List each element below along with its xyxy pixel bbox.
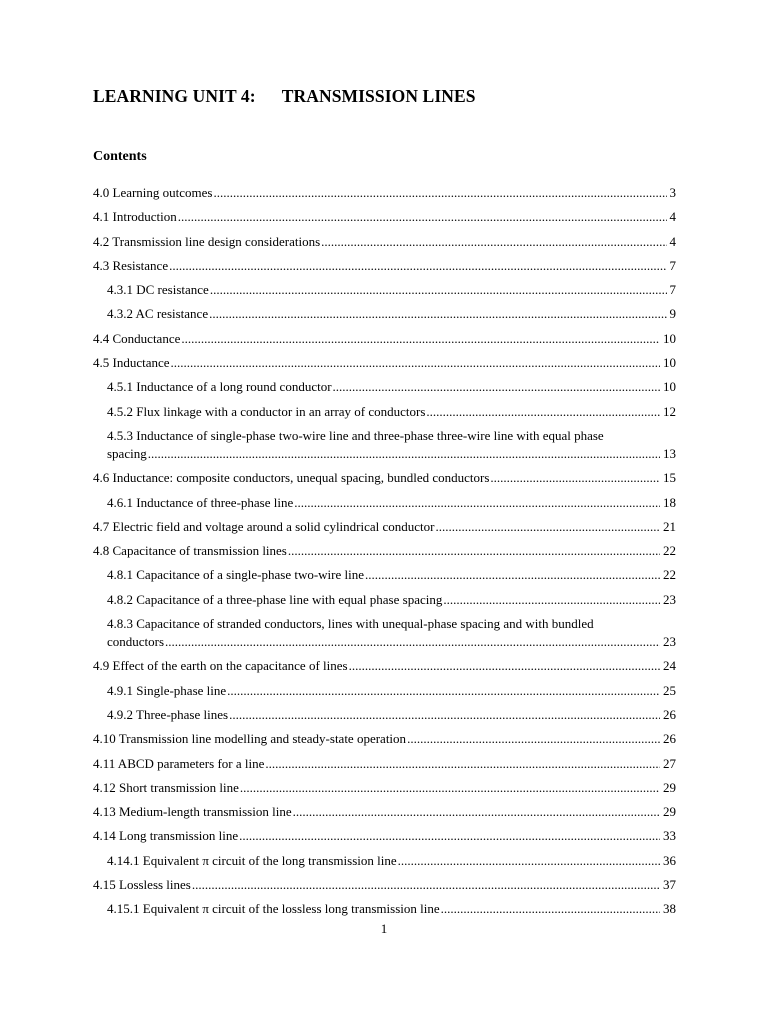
toc-entry-row [93,518,676,536]
toc-entry-title: 4.3.1 DC resistance [107,282,209,298]
toc-entry-title: 4.10 Transmission line modelling and steady-state operation [93,731,407,747]
toc-entry-page: 7 [669,282,676,298]
toc-entry-row [107,566,676,584]
toc-entry-row [107,281,676,299]
toc-entry[interactable] [93,779,676,797]
toc-entry-title: 4.12 Short transmission line [93,779,239,795]
dot-leader [426,403,660,421]
toc-entry-page: 26 [663,706,676,722]
toc-entry-title: 4.0 Learning outcomes [93,185,213,200]
dot-leader [209,305,666,323]
toc-entry-page: 29 [663,804,676,820]
toc-entry[interactable] [93,281,676,299]
contents-heading: Contents [93,149,147,164]
toc-entry-title: 4.5.1 Inductance of a long round conductor [107,379,332,395]
toc-entry-page: 15 [663,470,676,486]
toc-entry-page: 38 [663,901,676,917]
toc-entry-page: 22 [663,543,676,559]
dot-leader [239,827,660,845]
unit-label: LEARNING UNIT 4: [93,86,256,106]
toc-entry-page: 4 [669,209,676,225]
toc-entry-title: 4.3 Resistance [93,257,169,273]
dot-leader [214,184,667,202]
dot-leader [436,518,661,536]
toc-entry[interactable] [93,233,676,251]
toc-entry-row [93,779,676,797]
toc-entry[interactable] [93,208,676,226]
dot-leader [169,257,666,275]
toc-entry[interactable] [93,657,676,675]
toc-entry-title: 4.11 ABCD parameters for a line [93,755,265,771]
toc-entry[interactable] [93,706,676,724]
dot-leader [181,330,660,348]
toc-entry-row [93,827,676,845]
toc-entry-row [93,184,676,202]
dot-leader [443,591,660,609]
toc-entry-page: 33 [663,828,676,844]
toc-entry-title: 4.7 Electric field and voltage around a solid cylindrical conductor [93,518,435,534]
table-of-contents [93,184,676,925]
dot-leader [192,876,660,894]
toc-entry-title: 4.9.2 Three-phase lines [107,706,229,722]
toc-entry-row [93,208,676,226]
toc-entry-row [93,354,676,372]
toc-entry-title: 4.2 Transmission line design considerations [93,233,321,249]
dot-leader [240,779,660,797]
toc-entry[interactable] [93,876,676,894]
dot-leader [229,706,660,724]
dot-leader [148,445,660,463]
toc-entry[interactable] [93,354,676,372]
dot-leader [407,730,660,748]
toc-entry-row [93,803,676,821]
dot-leader [227,682,660,700]
toc-entry-page: 22 [663,567,676,583]
toc-entry-page: 4 [669,233,676,249]
toc-entry[interactable] [93,730,676,748]
dot-leader [349,657,660,675]
toc-entry-page: 36 [663,852,676,868]
toc-entry-page: 23 [663,591,676,607]
unit-name: TRANSMISSION LINES [281,86,476,106]
toc-entry-title: 4.3.2 AC resistance [107,306,209,322]
toc-entry-page: 26 [663,731,676,747]
toc-entry-title: 4.6.1 Inductance of three-phase line [107,494,294,510]
toc-entry[interactable] [93,591,676,609]
toc-entry-title: 4.15.1 Equivalent π circuit of the lossless long transmission line [107,901,440,917]
toc-entry-page: 29 [663,779,676,795]
toc-entry[interactable] [93,615,676,651]
toc-entry-row [107,445,676,463]
unit-title [93,86,476,107]
toc-entry-row [107,900,676,918]
toc-entry-title: 4.9.1 Single-phase line [107,682,227,698]
toc-entry-title: 4.8.2 Capacitance of a three-phase line with equal phase spacing [107,591,443,607]
toc-entry[interactable] [93,852,676,870]
toc-entry[interactable] [93,378,676,396]
toc-entry-page: 7 [669,257,676,273]
toc-entry-page: 21 [663,518,676,534]
toc-entry-row [93,755,676,773]
toc-entry[interactable] [93,900,676,918]
toc-entry-row [107,591,676,609]
toc-entry-row [93,657,676,675]
toc-entry-row [107,403,676,421]
dot-leader [288,542,660,560]
toc-entry-title: 4.15 Lossless lines [93,877,191,893]
toc-entry-page: 10 [663,330,676,346]
toc-entry[interactable] [93,682,676,700]
page-number: 1 [380,921,388,936]
dot-leader [171,354,660,372]
toc-entry-row [93,730,676,748]
toc-entry-title: 4.13 Medium-length transmission line [93,804,292,820]
dot-leader [178,208,667,226]
dot-leader [321,233,666,251]
toc-entry-row [107,682,676,700]
toc-entry-page: 27 [663,755,676,771]
toc-entry-row [107,852,676,870]
toc-entry-title: 4.5.2 Flux linkage with a conductor in an array of conductors [107,403,426,419]
toc-entry-page: 12 [663,403,676,419]
toc-entry-row [107,706,676,724]
dot-leader [490,469,660,487]
toc-entry-row [107,494,676,512]
dot-leader [210,281,667,299]
toc-entry-page: 10 [663,355,676,371]
toc-entry-title-continued: conductors [107,634,165,650]
toc-entry[interactable] [93,542,676,560]
dot-leader [265,755,660,773]
toc-entry-row [93,542,676,560]
toc-entry-row [93,469,676,487]
toc-entry[interactable] [93,330,676,348]
toc-entry-title: 4.8.1 Capacitance of a single-phase two-wire line [107,567,365,583]
toc-entry[interactable] [93,803,676,821]
toc-entry[interactable] [93,494,676,512]
toc-entry-row [107,633,676,651]
toc-entry[interactable] [93,403,676,421]
dot-leader [165,633,660,651]
toc-entry-title: 4.14 Long transmission line [93,828,239,844]
toc-entry-title: 4.1 Introduction [93,209,177,225]
toc-entry-title: 4.14.1 Equivalent π circuit of the long transmission line [107,852,397,868]
toc-entry-row [93,257,676,275]
toc-entry-page: 10 [663,379,676,395]
toc-entry[interactable] [93,755,676,773]
toc-entry-title: 4.6 Inductance: composite conductors, unequal spacing, bundled conductors [93,470,490,486]
toc-entry[interactable] [93,518,676,536]
toc-entry-title: 4.5 Inductance [93,355,170,371]
toc-entry[interactable] [93,469,676,487]
toc-entry-row [93,330,676,348]
toc-entry-page: 13 [663,445,676,461]
dot-leader [398,852,660,870]
toc-entry-row [93,876,676,894]
toc-entry-title: 4.5.3 Inductance of single-phase two-wire line and three-phase three-wire line with equal phase [107,427,604,443]
toc-entry-title: 4.9 Effect of the earth on the capacitance of lines [93,658,348,674]
toc-entry-page: 37 [663,877,676,893]
dot-leader [441,900,660,918]
toc-entry-page: 9 [669,306,676,322]
dot-leader [294,494,660,512]
toc-entry-row [93,233,676,251]
toc-entry-row [107,378,676,396]
toc-entry[interactable] [93,827,676,845]
toc-entry[interactable] [93,566,676,584]
dot-leader [333,378,660,396]
toc-entry[interactable] [93,257,676,275]
toc-entry-page: 18 [663,494,676,510]
toc-entry[interactable] [93,184,676,202]
toc-entry-page: 23 [663,634,676,650]
toc-entry-page: 25 [663,682,676,698]
dot-leader [365,566,660,584]
toc-entry-title: 4.8.3 Capacitance of stranded conductors, lines with unequal-phase spacing and with bundled [107,616,594,632]
toc-entry[interactable] [93,427,676,463]
toc-entry-page: 3 [669,185,676,200]
toc-entry-title: 4.4 Conductance [93,330,181,346]
toc-entry-page: 24 [663,658,676,674]
toc-entry-title: 4.8 Capacitance of transmission lines [93,543,287,559]
toc-entry-title-continued: spacing [107,445,147,461]
toc-entry[interactable] [93,305,676,323]
toc-entry-row [107,305,676,323]
dot-leader [293,803,660,821]
